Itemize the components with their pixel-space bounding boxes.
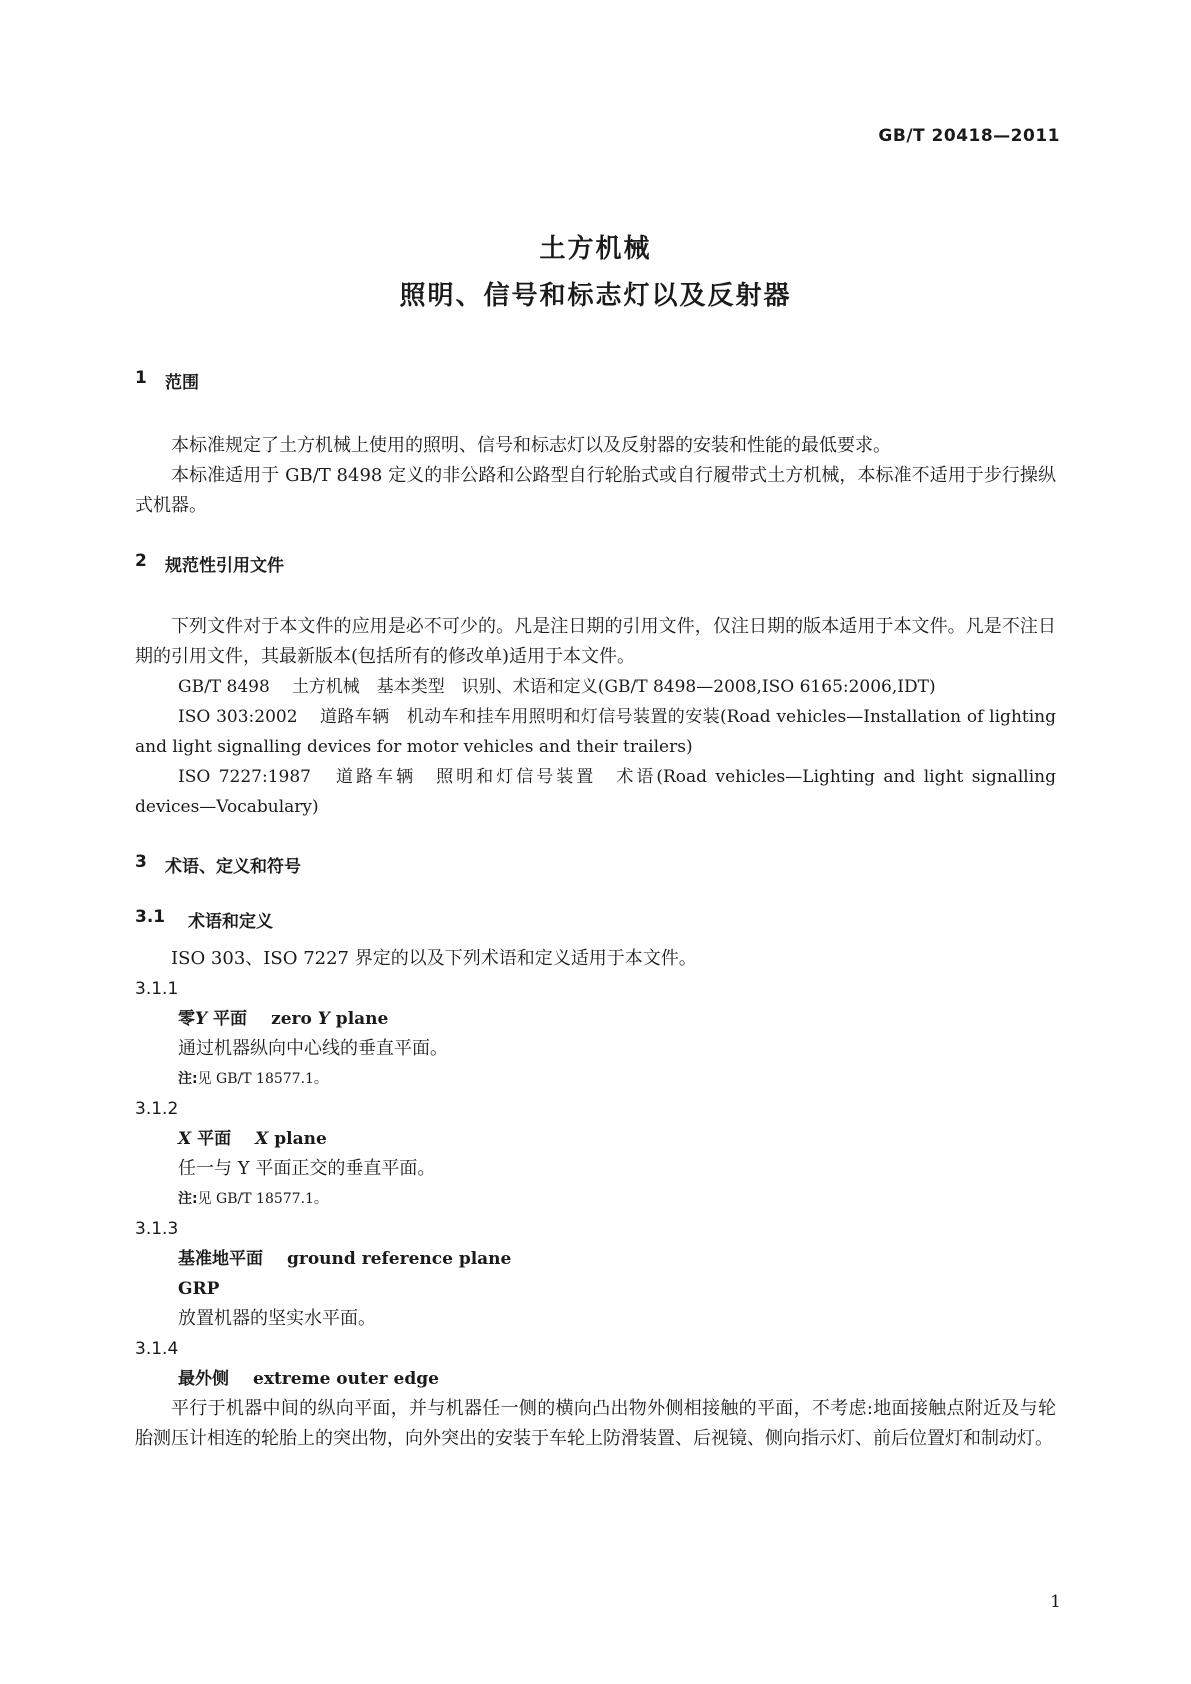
- reference-title: 土方机械 基本类型 识别、术语和定义(GB/T 8498—2008,ISO 6165:2006,IDT): [291, 677, 936, 697]
- document-body: [135, 368, 1056, 1454]
- term-chinese: 平面: [207, 1009, 248, 1029]
- section-number: 2: [135, 551, 147, 571]
- term-variable: Y: [195, 1009, 208, 1029]
- term-variable: X: [255, 1129, 269, 1149]
- term-variable: X: [178, 1129, 192, 1149]
- note-label: 注:: [178, 1191, 198, 1207]
- reference-title: 道路车辆 机动车和挂车用照明和灯信号装置的安装(Road vehicles—Installation of lighting and light signalling devices for motor vehicles and their trailers): [135, 707, 1056, 757]
- paragraph: 本标准规定了土方机械上使用的照明、信号和标志灯以及反射器的安装和性能的最低要求。: [171, 435, 891, 456]
- term-english: plane: [329, 1009, 389, 1029]
- reference-code: ISO 303:2002: [178, 707, 298, 727]
- term-abbreviation: GRP: [178, 1279, 220, 1299]
- term-definition: 通过机器纵向中心线的垂直平面。: [178, 1038, 448, 1059]
- term-definition: 任一与 Y 平面正交的垂直平面。: [178, 1158, 436, 1179]
- term-entry: [135, 1244, 1056, 1274]
- term-entry: [135, 1124, 1056, 1154]
- subsection-title: 术语和定义: [188, 912, 273, 932]
- paragraph: ISO 303、ISO 7227 界定的以及下列术语和定义适用于本文件。: [171, 948, 697, 969]
- term-english: extreme outer edge: [253, 1369, 439, 1389]
- reference-item: [135, 762, 1056, 822]
- note: [135, 1064, 1056, 1094]
- term-english: plane: [268, 1129, 327, 1149]
- paragraph: 下列文件对于本文件的应用是必不可少的。凡是注日期的引用文件，仅注日期的版本适用于本文件。凡是不注日期的引用文件，其最新版本(包括所有的修改单)适用于本文件。: [135, 616, 1056, 667]
- term-chinese: 平面: [191, 1129, 232, 1149]
- clause-number: 3.1.4: [135, 1339, 179, 1359]
- clause-number: 3.1.2: [135, 1099, 179, 1119]
- section-title: 范围: [165, 373, 199, 393]
- title-line-1: 土方机械: [539, 234, 652, 264]
- term-english: zero: [271, 1009, 318, 1029]
- term-variable: Y: [317, 1009, 330, 1029]
- term-chinese: 零: [178, 1009, 195, 1029]
- section-heading-terms: [135, 852, 1056, 877]
- term-definition: 平行于机器中间的纵向平面，并与机器任一侧的横向凸出物外侧相接触的平面，不考虑:地面接触点附近及与轮胎测压计相连的轮胎上的突出物，向外突出的安装于车轮上防滑装置、后视镜、侧向指示灯、前后位置灯和制动灯。: [135, 1398, 1056, 1449]
- term-chinese: 最外侧: [178, 1369, 229, 1389]
- term-english: ground reference plane: [287, 1249, 512, 1269]
- section-title: 术语、定义和符号: [165, 857, 301, 877]
- note: [135, 1184, 1056, 1214]
- note-text: 见 GB/T 18577.1。: [197, 1071, 328, 1087]
- reference-code: ISO 7227:1987: [178, 767, 311, 787]
- term-definition: 放置机器的坚实水平面。: [178, 1308, 376, 1329]
- term-chinese: 基准地平面: [178, 1249, 263, 1269]
- note-label: 注:: [178, 1071, 198, 1087]
- reference-item: [135, 702, 1056, 762]
- clause-number: 3.1.1: [135, 979, 179, 999]
- term-entry: [135, 1364, 1056, 1394]
- clause-number: 3.1.3: [135, 1219, 179, 1239]
- term-entry: [135, 1004, 1056, 1034]
- page-number: 1: [1050, 1592, 1061, 1612]
- note-text: 见 GB/T 18577.1。: [197, 1191, 328, 1207]
- reference-title: 道路车辆 照明和灯信号装置 术语(Road vehicles—Lighting and light signalling devices—Vocabulary): [135, 767, 1056, 817]
- reference-item: [135, 672, 1056, 702]
- title-line-2: 照明、信号和标志灯以及反射器: [399, 281, 792, 311]
- section-title: 规范性引用文件: [165, 556, 284, 576]
- section-number: 3: [135, 852, 147, 872]
- section-heading-normative-references: [135, 551, 1056, 576]
- reference-code: GB/T 8498: [178, 677, 270, 697]
- section-heading-scope: [135, 368, 1056, 393]
- section-number: 1: [135, 368, 147, 388]
- standard-code: GB/T 20418—2011: [878, 126, 1060, 146]
- subsection-heading-terms-definitions: [135, 907, 1056, 932]
- paragraph: 本标准适用于 GB/T 8498 定义的非公路和公路型自行轮胎式或自行履带式土方机械，本标准不适用于步行操纵式机器。: [135, 465, 1056, 516]
- subsection-number: 3.1: [135, 907, 166, 927]
